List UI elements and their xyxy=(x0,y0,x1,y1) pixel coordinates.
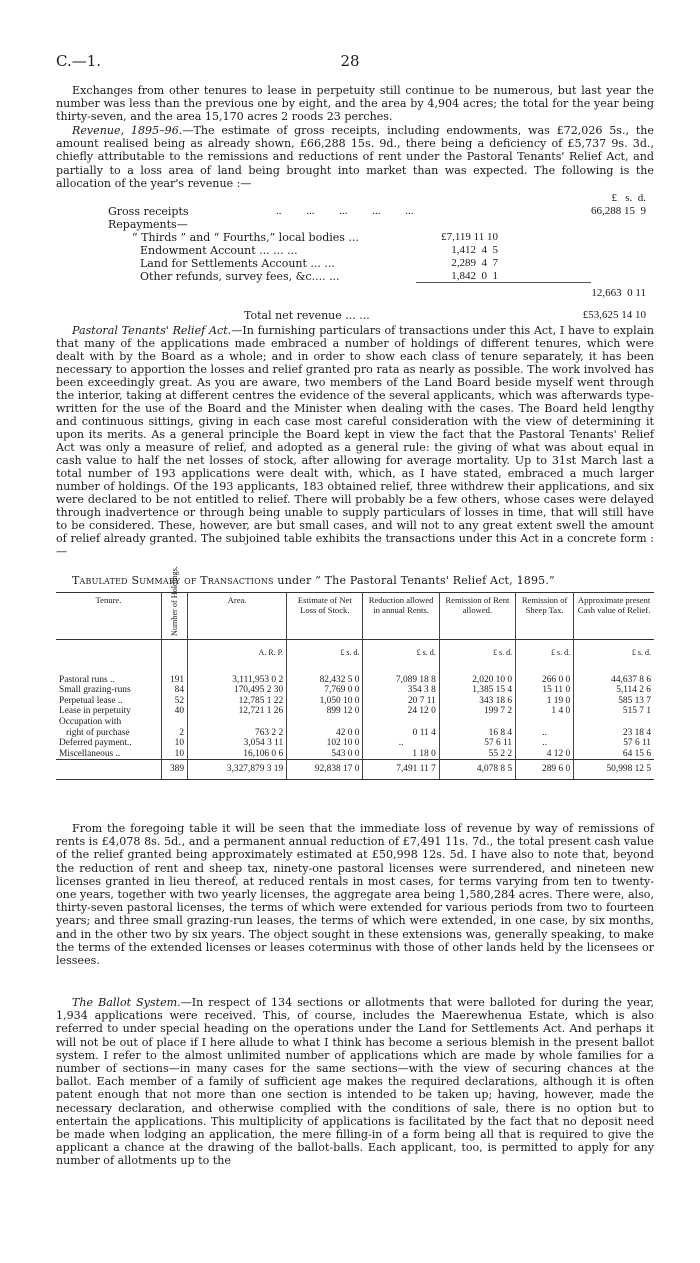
table-row: right of purchase 2 763 2 2 42 0 0 0 11 4 16 8 4 .. 23 18 4 xyxy=(56,728,654,739)
repayments-label: Repayments— xyxy=(108,218,188,231)
paragraph-revenue xyxy=(56,124,654,190)
table-row: Occupation with xyxy=(56,717,654,728)
paragraph-text: —The estimate of gross receipts, including endowments, was £72,026 5s., the amount realised being as already shown, £66,288 15s. 9d., there being a deficiency of £5,737 9s. 3d., chiefly attributable to the remissions and reductions of rent under the Pastoral Tenants' Relief Act, and partially to a loss area of land being brought into market than was expected. The following is the allocation of the year's revenue :— xyxy=(56,124,654,190)
table-header-row xyxy=(56,593,654,640)
net-revenue-label: Total net revenue ... ... xyxy=(244,309,370,322)
col-tenure: Tenure. xyxy=(95,595,122,605)
currency-header: £ s. d. xyxy=(611,192,646,204)
units-row: A. R. P. £ s. d. £ s. d. £ s. d. £ s. d. £ s. d. xyxy=(56,640,654,659)
paragraph-text: From the foregoing table it will be seen that the immediate loss of revenue by way of remissions of rents is £4,078 8s. 5d., and a permanent annual reduction of £7,491 11s. 7d., the total present cash value of the relief granted being approximately estimated at £50,998 12s. 5d. I have also to note that, beyond the reduction of rent and sheep tax, ninety-one pastoral licenses were surrendered, and nineteen new licenses granted in lieu thereof, at reduced rentals in most cases, for terms varying from ten to twenty-one years, together with two yearly licenses, the aggregate area being 1,580,284 acres. There were, also, thirty-seven pastoral licenses, the terms of which were extended for various periods from two to fourteen years; and three small grazing-run leases, the terms of which were extended, in one case, by six months, and in the other two by six years. The object sought in these extensions was, generally speaking, to make the terms of the extended licenses or leases coterminus with those of other lands held by the licensees or lessees. xyxy=(56,822,654,968)
paragraph-relief-act xyxy=(56,324,654,558)
paragraph-text: —In furnishing particulars of transactions under this Act, I have to explain that many of the applications made embraced a number of holdings of different tenures, which were dealt with by the Board as a whole; and in order to show each class of tenure separately, it has been necessary to apportion the losses and relief granted pro rata as nearly as possible. The work involved has been exceedingly great. As you are aware, two members of the Land Board beside myself went through the interior, taking at different centres the evidence of the several applicants, which was afterwards type-written for the use of the Board and the Minister when dealing with the cases. The Board held lengthy and continuous sittings, giving in each case most careful consideration with the view of determining it upon its merits. As a general principle the Board kept in view the fact that the Pastoral Tenants' Relief Act was only a measure of relief, and adopted as a general rule: the giving of what was about equal in cash value to half the net losses of stock, after allowing for average mortality. Up to 31st March last a total number of 193 applications were dealt with, which, as I have stated, embraced a much larger number of holdings. Of the 193 applicants, 183 obtained relief, three withdrew their applications, and six were declared to be not entitled to relief. There will probably be a few others, whose cases were delayed through inadvertence or through being unable to supply particulars of losses in time, that will still have to be considered. These, however, are but small cases, and will not to any great extent swell the amount of relief already granted. The subjoined table exhibits the transactions under this Act in a concrete form :— xyxy=(56,324,654,558)
col-loss: Estimate of Net Loss of Stock. xyxy=(287,593,363,640)
col-holdings: Number of Holdings. xyxy=(161,593,187,640)
report-reference: C.—1. xyxy=(56,52,102,70)
sum-rule xyxy=(416,282,591,283)
table-caption: Tabulated Summary of Transactions under “ The Pastoral Tenants' Relief Act, 1895.” xyxy=(72,574,555,587)
table-row: Small grazing-runs 84 170,495 2 30 7,769 0 0 354 3 8 1,385 15 4 15 11 0 5,114 2 6 xyxy=(56,685,654,696)
gross-receipts-amount: 66,288 15 9 xyxy=(591,205,646,217)
col-area: Area. xyxy=(188,593,287,640)
gross-receipts-label: Gross receipts xyxy=(108,205,189,218)
repayment-row: Land for Settlements Account ... ... 2,289 4 7 xyxy=(140,257,498,270)
repayment-row: Other refunds, survey fees, &c.... ... 1,842 0 1 xyxy=(56,270,654,283)
paragraph-lead: The Ballot System. xyxy=(72,996,181,1009)
page-header xyxy=(56,52,644,72)
paragraph-foregoing-table xyxy=(56,822,654,967)
paragraph-text: —In respect of 134 sections or allotments that were balloted for during the year, 1,934 applications were received. This, of course, includes the Maerewhenua Estate, which is also referred to under special heading on the operations under the Land for Settlements Act. And perhaps it will not be out of place if I here allude to what I think has become a serious blemish in the present ballot system. I refer to the almost unlimited number of applications which are made by whole families for a number of sections—in many cases for the same sections—with the view of securing chances at the ballot. Each member of a family of sufficient age makes the required declarations, although it is often patent enough that not more than one section is intended to be taken up; having, however, made the necessary declaration, and otherwise complied with the conditions of sale, there is no option but to entertain the applications. This multiplicity of applications is facilitated by the fact that no deposit need be made when lodging an application, the mere filling-in of a form being all that is required to give the applicant a chance at the drawing of the ballot-balls. Each applicant, too, is permitted to apply for any number of allotments up to the xyxy=(56,996,654,1168)
paragraph-lead: Pastoral Tenants' Relief Act. xyxy=(72,324,232,337)
col-reduction: Reduction allowed in annual Rents. xyxy=(363,593,439,640)
table-totals-row: 389 3,327,879 3 19 92,838 17 0 7,491 11 7 4,078 8 5 289 6 0 50,998 12 5 xyxy=(56,760,654,780)
paragraph-lead: Revenue, 1895–96. xyxy=(72,124,183,137)
paragraph-exchanges xyxy=(56,84,654,124)
repayment-row: Endowment Account ... ... ... 1,412 4 5 xyxy=(140,244,498,257)
col-remission-rent: Remission of Rent allowed. xyxy=(439,593,515,640)
table-row: Perpetual lease .. 52 12,785 1 22 1,050 10 0 20 7 11 343 18 6 1 19 0 585 13 7 xyxy=(56,696,654,707)
net-revenue-amount: £53,625 14 10 xyxy=(582,309,646,321)
page-number: 28 xyxy=(340,52,360,70)
leader-dots: .. ... ... ... ... xyxy=(276,205,414,217)
repayment-row: “ Thirds ” and “ Fourths,” local bodies ... £7,119 11 10 xyxy=(132,231,498,244)
col-relief: Approximate present Cash value of Relief. xyxy=(574,593,654,640)
table-row: Lease in perpetuity 40 12,721 1 26 899 12 0 24 12 0 199 7 2 1 4 0 515 7 1 xyxy=(56,706,654,717)
table-row: Miscellaneous .. 10 16,106 0 6 543 0 0 1 18 0 55 2 2 4 12 0 64 15 6 xyxy=(56,749,654,760)
table-row: Deferred payment.. 10 3,054 3 11 102 10 0 .. 57 6 11 .. 57 6 11 xyxy=(56,738,654,749)
paragraph-text: Exchanges from other tenures to lease in perpetuity still continue to be numerous, but last year the number was less than the previous one by eight, and the area by 4,904 acres; the total for the year being thirty-seven, and the area 15,170 acres 2 roods 23 perches. xyxy=(56,84,654,124)
col-remission-tax: Remission of Sheep Tax. xyxy=(516,593,574,640)
repayments-total: 12,663 0 11 xyxy=(591,287,646,299)
paragraph-ballot-system xyxy=(56,996,654,1168)
table-row: Pastoral runs .. 191 3,111,953 0 2 82,432 5 0 7,089 18 8 2,020 10 0 266 0 0 44,637 8 6 xyxy=(56,675,654,686)
